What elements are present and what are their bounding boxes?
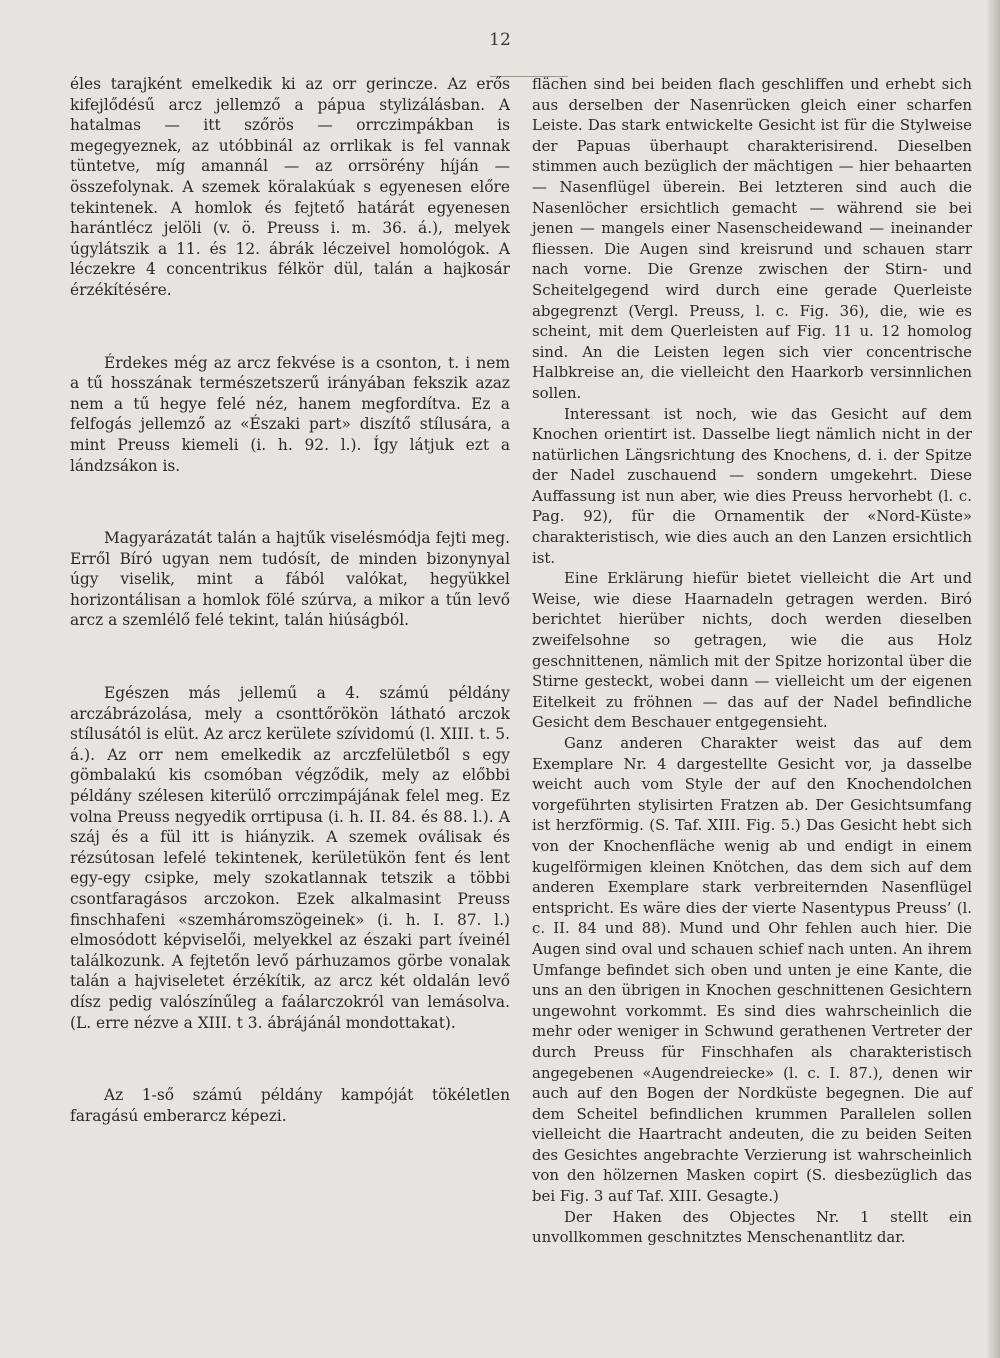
german-paragraph-3: Eine Erklärung hiefür bietet vielleicht die Art und Weise, wie diese Haarnadeln getragen werden. Biró berichtet hierüber nichts, doch werden dieselben zweifelsohne so getragen, wie die aus Holz geschnittenen, nämlich mit der Spitze horizontal über die Stirne gesteckt, wobei dann — vielleicht um der eigenen Eitelkeit zu fröhnen — das auf der Nadel befindliche Gesicht dem Beschauer entgegensieht. — [532, 569, 972, 732]
german-paragraph-5: Der Haken des Objectes Nr. 1 stellt ein unvollkommen geschnitztes Menschenantlitz dar. — [532, 1207, 972, 1247]
hungarian-paragraph-2: Érdekes még az arcz fekvése is a csonton, t. i nem a tű hosszának természetszerű irányában fekszik azaz nem a tű hegye felé néz, hanem megfordítva. Ez a felfogás jellemző az «Északi part» diszítő stílusára, a mint Preuss kiemeli (i. h. 92. l.). Így látjuk ezt a lándzsákon is. — [70, 353, 510, 475]
german-paragraph-1: flächen sind bei beiden flach geschliffen und erhebt sich aus derselben der Nasenrücken gleich einer scharfen Leiste. Das stark entwickelte Gesicht ist für die Stylweise der Papuas überhaupt charakterisirend. Dieselben stimmen auch bezüglich der mächtigen — hier behaarten — Nasenflügel überein. Bei letzteren sind auch die Nasenlöcher ersichtlich gemacht — während sie bei jenen — mangels einer Nasenscheidewand — ineinander fliessen. Die Augen sind kreisrund und schauen starr nach vorne. Die Grenze zwischen der Stirn- und Scheitelgegend wird durch eine gerade Querleiste abgegrenzt (Vergl. Preuss, l. c. Fig. 36), die, wie es scheint, mit dem Querleisten auf Fig. 11 u. 12 homolog sind. An die Leisten legen sich vier concentrische Halbkreise an, die vielleicht den Haarkorb versinnlichen sollen. — [532, 75, 972, 402]
german-paragraph-4: Ganz anderen Charakter weist das auf dem Exemplare Nr. 4 dargestellte Gesicht vor, ja dasselbe weicht auch vom Style der auf den Knochendolchen vorgeführten stylisirten Fratzen ab. Der Gesichtsumfang ist herzförmig. (S. Taf. XIII. Fig. 5.) Das Gesicht hebt sich von der Knochenfläche wenig ab und endigt in einem kugelförmigen kleinen Knötchen, das dem sich auf dem anderen Exemplare stark verbreiternden Nasenflügel entspricht. Es wäre dies der vierte Nasentypus Preuss’ (l. c. II. 84 und 88). Mund und Ohr fehlen auch hier. Die Augen sind oval und schauen schief nach unten. An ihrem Umfange befindet sich oben und unten je eine Kante, die uns an den übrigen in Knochen geschnittenen Gesichtern ungewohnt vorkommt. Es sind dies wahrscheinlich die mehr oder weniger in Schwund gerathenen Vertreter der durch Preuss für Finschhafen als charakteristisch angegebenen «Augendreiecke» (l. c. I. 87.), denen wir auch auf den Bogen der Nordküste begegnen. Die auf dem Scheitel befindlichen krummen Parallelen sollen vielleicht die Haartracht andeuten, die zu beiden Seiten des Gesichtes angebrachte Verzierung ist wahrscheinlich von den hölzernen Masken copirt (S. diesbezüglich das bei Fig. 3 auf Taf. XIII. Gesagte.) — [532, 734, 972, 1206]
hungarian-paragraph-3: Magyarázatát talán a hajtűk viselésmódja fejti meg. Erről Bíró ugyan nem tudósít, de minden bizonynyal úgy viselik, mint a fából valókat, hegyükkel horizontálisan a homlok fölé szúrva, a mikor a tűn levő arcz a szemlélő felé tekint, talán hiúságból. — [70, 529, 510, 630]
hungarian-paragraph-4: Egészen más jellemű a 4. számú példány arczábrázolása, mely a csonttőrökön látható arczok stílusától is elüt. Az arcz kerülete szívidomú (l. XIII. t. 5. á.). Az orr nem emelkedik az arczfelületből s egy gömbalakú kis csomóban végződik, mely az előbbi példány szélesen kiterülő orrczimpájának felel meg. Ez volna Preuss negyedik orrtipusa (i. h. II. 84. és 88. l.). A száj és a fül itt is hiányzik. A szemek oválisak és rézsútosan lefelé tekintenek, kerületükön fent és lent egy-egy csipke, mely szokatlannak tetszik a többi csontfaragásos arczokon. Ezek alkalmasint Preuss finschhafeni «szemháromszögeinek» (i. h. I. 87. l.) elmosódott képviselői, melyekkel az északi part íveinél találkozunk. A fejtetőn levő párhuzamos görbe vonalak talán a hajviseletet érzékítik, az arcz két oldalán levő dísz pedig valószínűleg a faálarczokról van lemásolva. (L. erre nézve a XIII. t 3. ábrájánál mondottakat). — [70, 684, 510, 1032]
page-number: 12 — [489, 30, 511, 50]
hungarian-column — [70, 74, 510, 1178]
german-column — [532, 74, 972, 1248]
page-edge-shadow — [986, 0, 1000, 1358]
german-paragraph-2: Interessant ist noch, wie das Gesicht auf dem Knochen orientirt ist. Dasselbe liegt nämlich nicht in der natürlichen Längsrichtung des Knochens, d. i. der Spitze der Nadel zuschauend — sondern umgekehrt. Diese Auffassung ist nun aber, wie dies Preuss hervorhebt (l. c. Pag. 92), für die Ornamentik der «Nord-Küste» charakteristisch, wie dies auch an den Lanzen ersichtlich ist. — [532, 404, 972, 567]
hungarian-paragraph-5: Az 1-ső számú példány kampóját tökéletlen faragású emberarcz képezi. — [70, 1086, 510, 1125]
hungarian-paragraph-1: éles tarajként emelkedik ki az orr gerincze. Az erős kifejlődésű arcz jellemző a pápua stylizálásban. A hatalmas — itt szőrös — orrczimpákban is megegyeznek, az utóbbinál az orrlikak is fel vannak tüntetve, míg amannál — az orrsörény híján — összefolynak. A szemek köralakúak s egyenesen előre tekintenek. A homlok és fejtető határát egyenesen harántlécz jelöli (v. ö. Preuss i. m. 36. á.), melyek úgylátszik a 11. és 12. ábrák léczeivel homológok. A léczekre 4 concentrikus félkör dül, talán a hajkosár érzékítésére. — [70, 75, 510, 299]
